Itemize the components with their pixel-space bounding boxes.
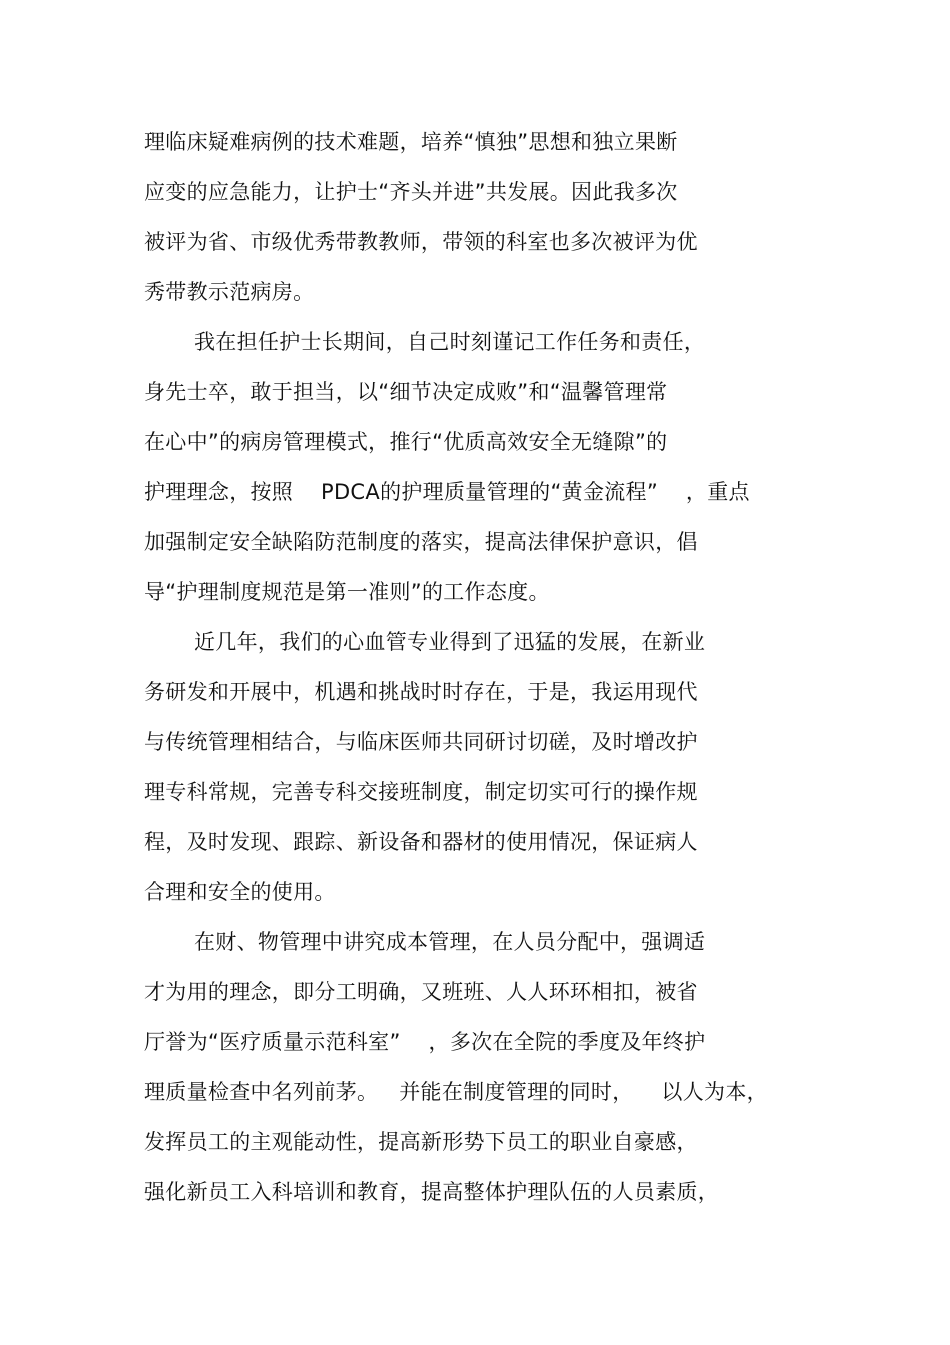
text-line-3: 被评为省、市级优秀带教教师，带领的科室也多次被评为优 <box>144 230 698 254</box>
text-line-6: 身先士卒，敢于担当，以“细节决定成败”和“温馨管理常 <box>144 380 668 404</box>
text-line-16: 合理和安全的使用。 <box>144 880 336 904</box>
text-line-2: 应变的应急能力，让护士“齐头并进”共发展。因此我多次 <box>144 180 678 204</box>
text-line-18: 才为用的理念，即分工明确，又班班、人人环环相扣，被省 <box>144 980 698 1004</box>
text-line-20: 理质量检查中名列前茅。 并能在制度管理的同时， 以人为本， <box>144 1080 768 1104</box>
text-line-5: 我在担任护士长期间，自己时刻谨记工作任务和责任， <box>194 330 706 354</box>
text-line-1: 理临床疑难病例的技术难题，培养“慎独”思想和独立果断 <box>144 130 678 154</box>
text-line-21: 发挥员工的主观能动性，提高新形势下员工的职业自豪感， <box>144 1130 698 1154</box>
text-line-14: 理专科常规，完善专科交接班制度，制定切实可行的操作规 <box>144 780 698 804</box>
text-line-15: 程，及时发现、跟踪、新设备和器材的使用情况，保证病人 <box>144 830 698 854</box>
text-line-9: 加强制定安全缺陷防范制度的落实，提高法律保护意识，倡 <box>144 530 698 554</box>
text-line-8: 护理理念，按照 PDCA的护理质量管理的“黄金流程” ，重点 <box>144 480 750 504</box>
text-line-12: 务研发和开展中，机遇和挑战时时存在，于是，我运用现代 <box>144 680 698 704</box>
text-line-10: 导“护理制度规范是第一准则”的工作态度。 <box>144 580 550 604</box>
text-line-19: 厅誉为“医疗质量示范科室” ，多次在全院的季度及年终护 <box>144 1030 706 1054</box>
text-line-22: 强化新员工入科培训和教育，提高整体护理队伍的人员素质， <box>144 1180 720 1204</box>
text-line-7: 在心中”的病房管理模式，推行“优质高效安全无缝隙”的 <box>144 430 668 454</box>
text-line-11: 近几年，我们的心血管专业得到了迅猛的发展，在新业 <box>194 630 706 654</box>
text-line-17: 在财、物管理中讲究成本管理，在人员分配中，强调适 <box>194 930 706 954</box>
text-line-13: 与传统管理相结合，与临床医师共同研讨切磋，及时增改护 <box>144 730 698 754</box>
text-line-4: 秀带教示范病房。 <box>144 280 315 304</box>
